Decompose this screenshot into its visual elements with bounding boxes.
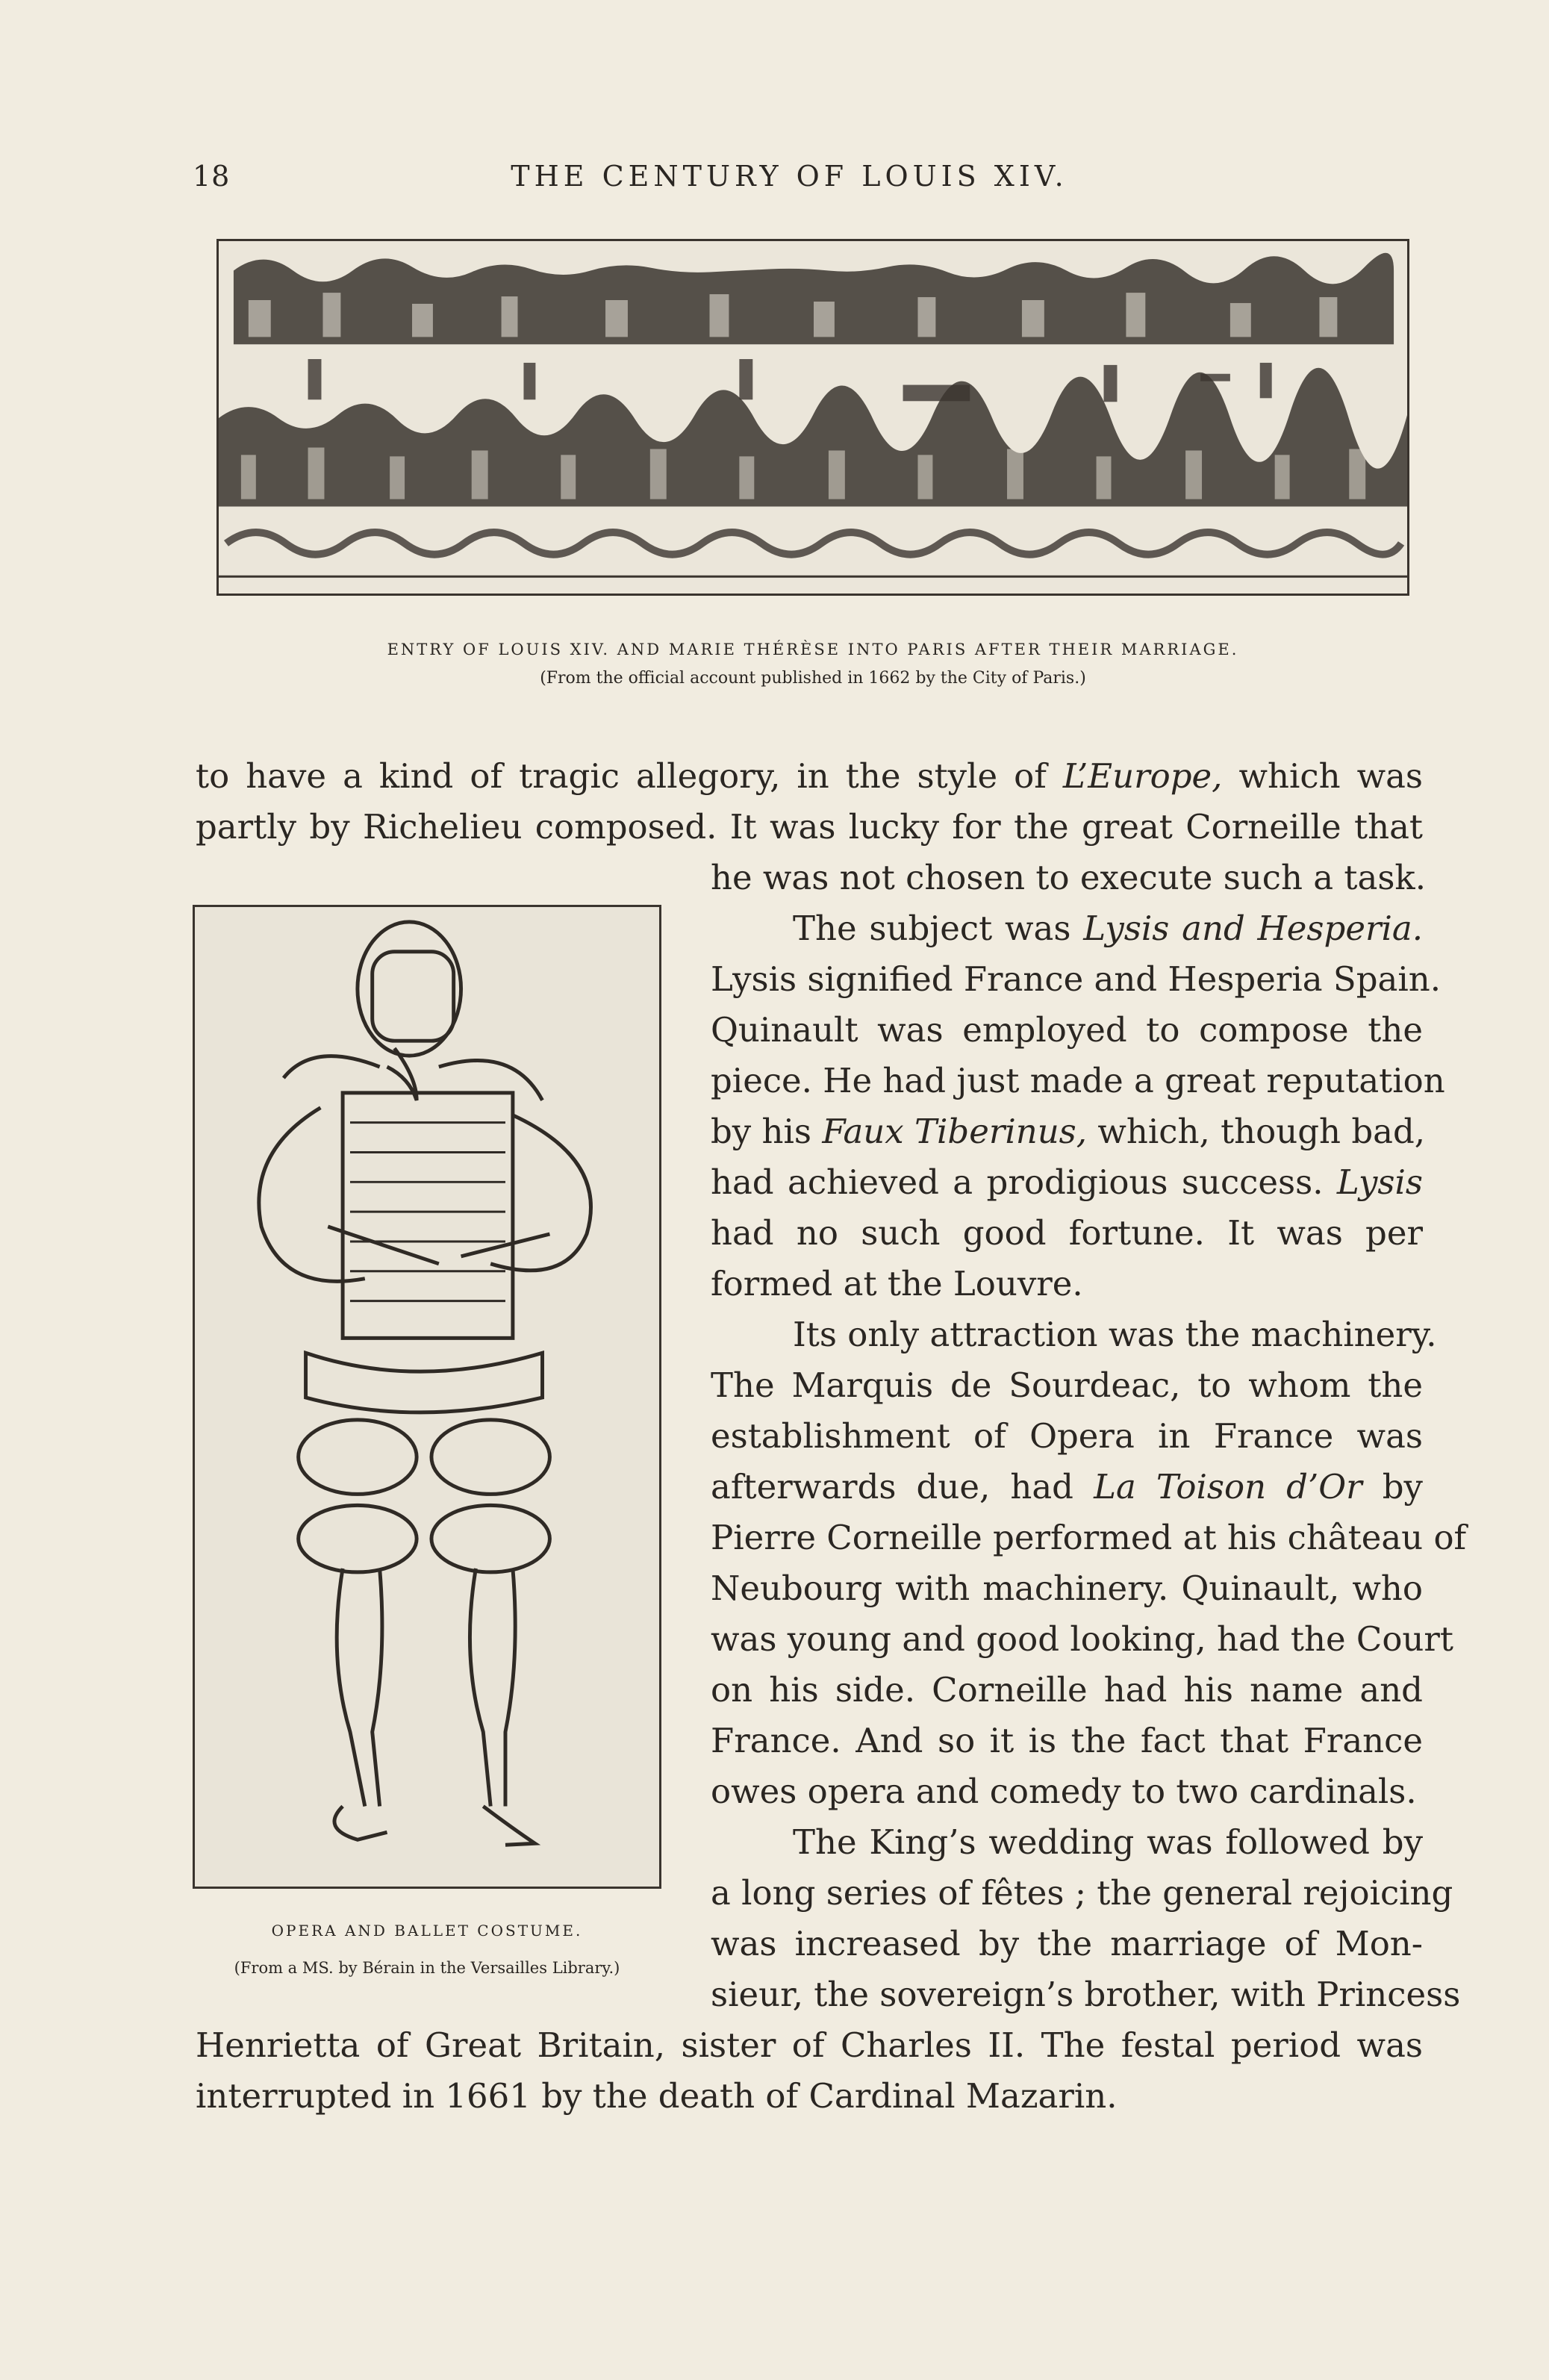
text-line-17: Neubourg with machinery. Quinault, who: [711, 1569, 1423, 1608]
text-line-25: sieur, the sovereign’s brother, with Princess: [711, 1975, 1461, 2014]
text-line-2: partly by Richelieu composed. It was lucky for the great Corneille that: [196, 807, 1423, 847]
text-line-23: a long series of fêtes ; the general rejoicing: [711, 1873, 1453, 1913]
text-line-7: piece. He had just made a great reputation: [711, 1061, 1445, 1100]
running-title: THE CENTURY OF LOUIS XIV.: [511, 160, 1068, 193]
text-line-12: Its only attraction was the machinery.: [793, 1315, 1437, 1354]
text-line-16: Pierre Corneille performed at his château of: [711, 1518, 1467, 1557]
costume-source: (From a MS. by Bérain in the Versailles Library.): [234, 1959, 620, 1977]
text-line-20: France. And so it is the fact that France: [711, 1721, 1423, 1760]
text-line-21: owes opera and comedy to two cardinals.: [711, 1772, 1417, 1811]
text-line-13: The Marquis de Sourdeac, to whom the: [711, 1365, 1423, 1405]
text-line-8: by his Faux Tiberinus, which, though bad,: [711, 1112, 1426, 1151]
procession-engraving: [216, 239, 1409, 596]
text-line-15: afterwards due, had La Toison d’Or by: [711, 1467, 1423, 1507]
text-line-26: Henrietta of Great Britain, sister of Charles II. The festal period was: [196, 2025, 1423, 2065]
costume-engraving: [193, 905, 661, 1889]
text-line-10: had no such good fortune. It was per: [711, 1213, 1423, 1253]
text-line-6: Quinault was employed to compose the: [711, 1010, 1423, 1050]
text-line-14: establishment of Opera in France was: [711, 1416, 1423, 1456]
text-line-22: The King’s wedding was followed by: [793, 1822, 1423, 1862]
text-line-27: interrupted in 1661 by the death of Cardinal Mazarin.: [196, 2076, 1118, 2116]
text-line-19: on his side. Corneille had his name and: [711, 1670, 1423, 1710]
text-line-24: was increased by the marriage of Mon-: [711, 1924, 1423, 1963]
text-line-4: The subject was Lysis and Hesperia.: [793, 909, 1423, 948]
text-line-1: to have a kind of tragic allegory, in the style of L’Europe, which was: [196, 756, 1424, 796]
page-number: 18: [193, 160, 231, 193]
text-line-18: was young and good looking, had the Court: [711, 1619, 1454, 1659]
procession-caption: ENTRY OF LOUIS XIV. AND MARIE THÉRÈSE INTO PARIS AFTER THEIR MARRIAGE.: [387, 641, 1239, 658]
costume-caption: OPERA AND BALLET COSTUME.: [271, 1922, 583, 1940]
text-line-3: he was not chosen to execute such a task.: [711, 858, 1427, 897]
text-line-5: Lysis signified France and Hesperia Spain.: [711, 959, 1442, 999]
text-line-9: had achieved a prodigious success. Lysis: [711, 1162, 1423, 1202]
procession-source: (From the official account published in 1662 by the City of Paris.): [540, 669, 1086, 688]
text-line-11: formed at the Louvre.: [711, 1264, 1083, 1303]
costume-illustration: [195, 907, 659, 1887]
procession-illustration: [219, 241, 1407, 594]
